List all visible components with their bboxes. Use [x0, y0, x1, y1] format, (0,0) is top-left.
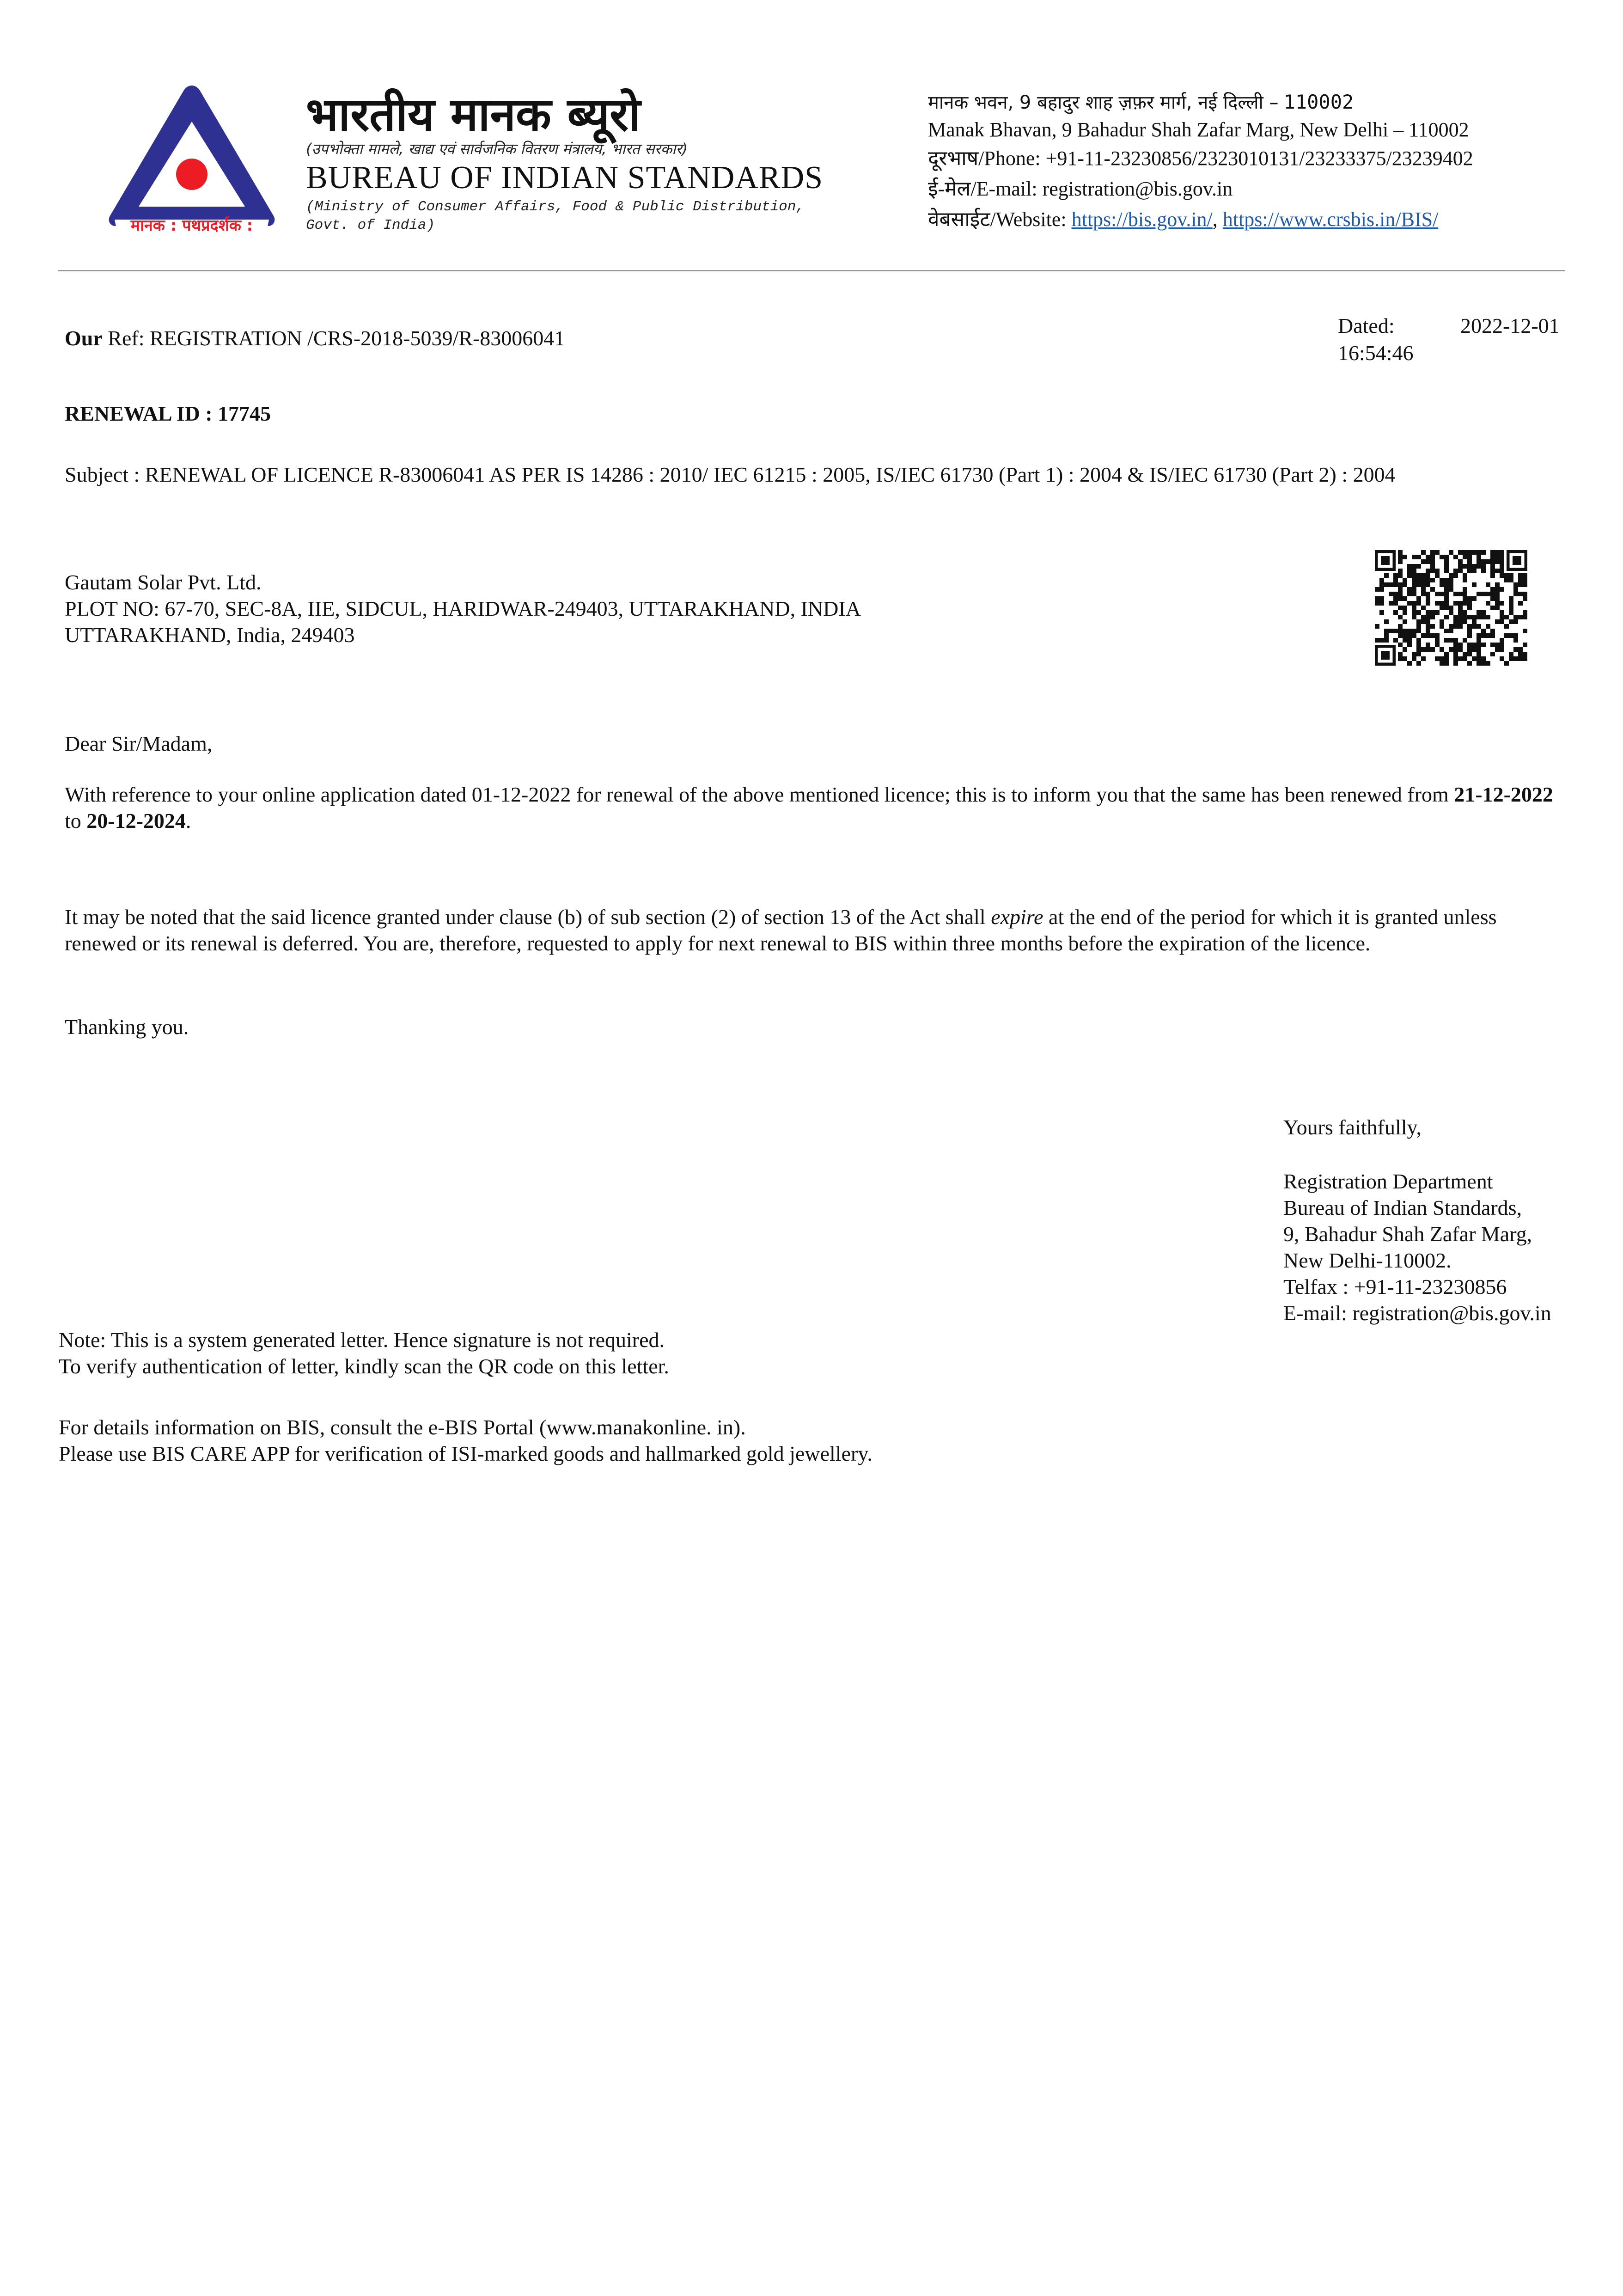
footer-line2: Please use BIS CARE APP for verification of ISI-marked goods and hallmarked gold jewellery. [59, 1442, 873, 1465]
thanking-line: Thanking you. [65, 1015, 189, 1039]
address-english: Manak Bhavan, 9 Bahadur Shah Zafar Marg, New Delhi – 110002 [928, 118, 1469, 141]
address-hindi-pin: 110002 [1283, 91, 1354, 113]
ref-text: Ref: REGISTRATION /CRS-2018-5039/R-83006041 [108, 326, 565, 350]
website-line [928, 205, 1438, 234]
english-ministry-line1: (Ministry of Consumer Affairs, Food & Public Distribution, [306, 199, 805, 215]
renewal-from-date: 21-12-2022 [1454, 783, 1553, 806]
phone-label: दूरभाष/Phone: [928, 147, 1041, 170]
website-label: वेबसाईट/Website: [928, 208, 1067, 231]
dated-date: 2022-12-01 [1460, 314, 1560, 337]
addressee-name: Gautam Solar Pvt. Ltd. [65, 570, 262, 594]
salutation: Dear Sir/Madam, [65, 732, 213, 755]
website-link-crsbis[interactable]: https://www.crsbis.in/BIS/ [1222, 208, 1439, 231]
note-line1: Note: This is a system generated letter. Hence signature is not required. [59, 1328, 665, 1352]
note-line2: To verify authentication of letter, kindly scan the QR code on this letter. [59, 1354, 669, 1378]
body1-end: . [185, 809, 191, 833]
body-paragraph-renewal [65, 781, 1564, 834]
website-separator: , [1212, 208, 1218, 231]
dated-label: Dated: [1338, 314, 1395, 337]
sign-street: 9, Bahadur Shah Zafar Marg, [1283, 1222, 1532, 1246]
email-address: registration@bis.gov.in [1042, 178, 1233, 200]
logo-motto: मानक : पथप्रदर्शक : [130, 216, 253, 235]
sign-org: Bureau of Indian Standards, [1283, 1196, 1522, 1219]
addressee-line1: PLOT NO: 67-70, SEC-8A, IIE, SIDCUL, HARIDWAR-249403, UTTARAKHAND, INDIA [65, 597, 861, 620]
sign-email: E-mail: registration@bis.gov.in [1283, 1301, 1551, 1325]
renewal-id: RENEWAL ID : 17745 [65, 402, 271, 425]
reference-line [65, 325, 565, 352]
bis-logo [106, 86, 277, 243]
body1-to: to [65, 809, 81, 833]
body2-part2: at the end of the period for which it is granted unless renewed or its renewal is deferred. You are, therefore, requested to apply for next renewal to BIS within three months before the expiration of the licence. [65, 905, 1497, 955]
sign-dept: Registration Department [1283, 1169, 1493, 1193]
subject-line: Subject : RENEWAL OF LICENCE R-83006041 AS PER IS 14286 : 2010/ IEC 61215 : 2005, IS/IEC 61730 (Part 1) : 2004 & IS/IEC 61730 (Part 2) : 2004 [65, 463, 1396, 486]
email-label: ई-मेल/E-mail: [928, 178, 1037, 200]
footer-line1: For details information on BIS, consult the e-BIS Portal (www.manakonline. in). [59, 1415, 746, 1439]
closing: Yours faithfully, [1283, 1115, 1422, 1139]
email-line [928, 175, 1233, 203]
body-paragraph-expiry [65, 904, 1564, 956]
addressee-line2: UTTARAKHAND, India, 249403 [65, 623, 355, 647]
phone-line [928, 144, 1473, 173]
renewal-to-date: 20-12-2024 [86, 809, 186, 833]
header-divider [58, 270, 1565, 271]
english-title: BUREAU OF INDIAN STANDARDS [306, 160, 824, 196]
body2-part1: It may be noted that the said licence granted under clause (b) of sub section (2) of section 13 of the Act shall [65, 905, 986, 929]
website-link-bis[interactable]: https://bis.gov.in/ [1071, 208, 1213, 231]
dated-time: 16:54:46 [1338, 341, 1414, 365]
body2-italic: expire [991, 905, 1043, 929]
address-hindi [928, 88, 1354, 117]
hindi-title: भारतीय मानक ब्यूरो [306, 87, 641, 141]
qr-code[interactable] [1375, 550, 1527, 666]
phone-number: +91-11-23230856/2323010131/23233375/23239402 [1045, 147, 1473, 170]
sign-city: New Delhi-110002. [1283, 1249, 1452, 1272]
address-hindi-text: मानक भवन, 9 बहादुर शाह ज़फ़र मार्ग, नई दिल्ली – [928, 92, 1279, 113]
body1-text: With reference to your online application dated 01-12-2022 for renewal of the above mentioned licence; this is to inform you that the same has been renewed from [65, 783, 1449, 806]
hindi-ministry: (उपभोक्ता मामले, खाद्य एवं सार्वजनिक वितरण मंत्रालय, भारत सरकार) [306, 140, 688, 158]
ref-our: Our [65, 326, 103, 350]
sign-telfax: Telfax : +91-11-23230856 [1283, 1275, 1507, 1298]
english-ministry-line2: Govt. of India) [306, 217, 435, 233]
